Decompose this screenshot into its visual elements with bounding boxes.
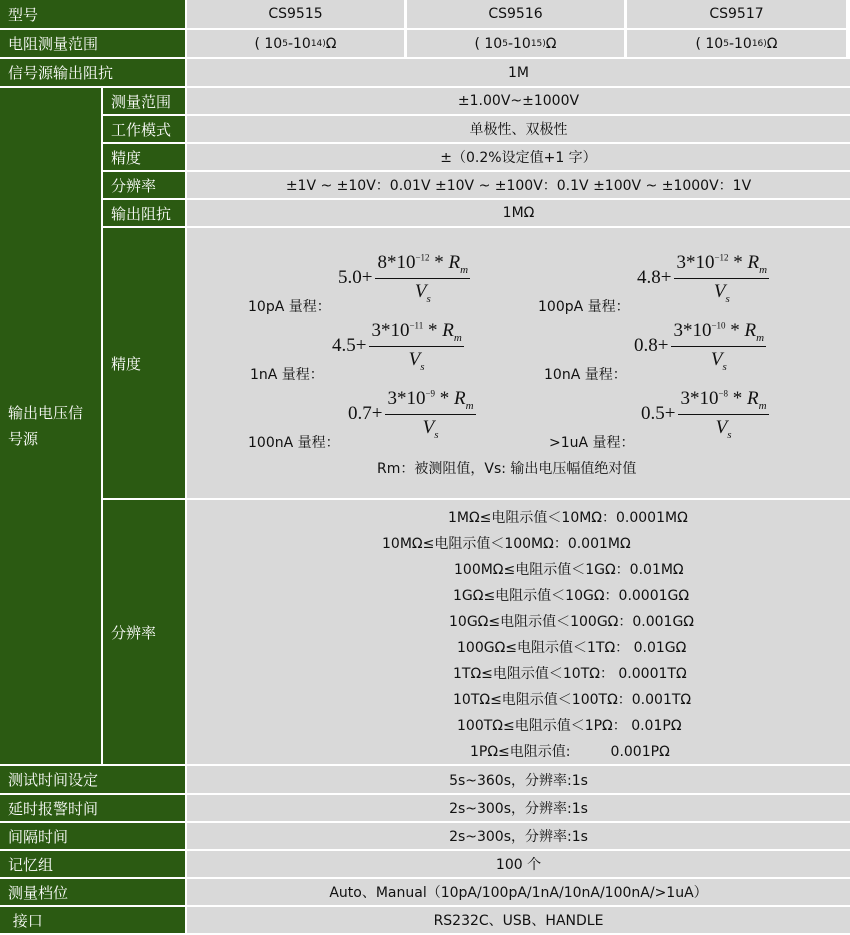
range-part: ( 10 xyxy=(254,35,283,52)
resolution-line: 10MΩ≤电阻示值＜100MΩ：0.001MΩ xyxy=(382,536,631,552)
bottom-row-value: Auto、Manual（10pA/100pA/1nA/10nA/100nA/>1uA） xyxy=(187,879,850,905)
vs-row-value: ±1V ~ ±10V：0.01V ±10V ~ ±100V：0.1V ±100V ~ ±1000V：1V xyxy=(187,172,850,198)
formula-exp: −8 xyxy=(718,388,729,399)
range-part: -10 xyxy=(287,35,311,52)
range-label: >1uA 量程： xyxy=(549,435,635,451)
vs-row-label: 工作模式 xyxy=(103,116,185,142)
formula-coef: 3 xyxy=(676,252,686,273)
model-label: 型号 xyxy=(0,0,185,28)
resolution-line: 100MΩ≤电阻示值＜1GΩ：0.01MΩ xyxy=(454,562,684,578)
range-part: Ω xyxy=(325,35,337,52)
range-part: 14) xyxy=(310,38,326,49)
formula-const: 0.7 xyxy=(348,403,372,425)
vs-row-value: ±（0.2%设定值+1 字） xyxy=(187,144,850,170)
model-0: CS9515 xyxy=(187,0,404,28)
bottom-row-label: 间隔时间 xyxy=(0,823,185,849)
resolution-line: 100TΩ≤电阻示值＜1PΩ： 0.01PΩ xyxy=(457,718,682,734)
resolution-line: 10GΩ≤电阻示值＜100GΩ：0.001GΩ xyxy=(449,614,694,630)
formula-exp: −11 xyxy=(409,320,424,331)
accuracy-formula: 4.5 + $\frac{3*10^{-11} * R_m}{V_s}$ xyxy=(332,320,462,373)
range-part: Ω xyxy=(766,35,778,52)
bottom-row-label: 测试时间设定 xyxy=(0,766,185,793)
formula-const: 0.8 xyxy=(634,335,658,357)
range-part: -10 xyxy=(507,35,531,52)
resistance-range-1 xyxy=(407,30,624,57)
bottom-row-value: RS232C、USB、HANDLE xyxy=(187,907,850,933)
formula-exp: −10 xyxy=(711,320,726,331)
range-label: 100pA 量程： xyxy=(538,299,630,315)
resolution-line: 100GΩ≤电阻示值＜1TΩ： 0.01GΩ xyxy=(457,640,687,656)
bottom-row-value: 5s~360s，分辨率:1s xyxy=(187,766,850,793)
vs-row-label: 测量范围 xyxy=(103,88,185,114)
resistance-range-0 xyxy=(187,30,404,57)
resolution-line: 1TΩ≤电阻示值＜10TΩ： 0.0001TΩ xyxy=(453,666,687,682)
range-part: 16) xyxy=(751,38,767,49)
accuracy-formula: 0.5 + $\frac{3*10^{-8} * R_m}{V_s}$ xyxy=(641,388,767,441)
source-impedance-value: 1M xyxy=(187,59,850,86)
accuracy-formula: 0.8 + $\frac{3*10^{-10} * R_m}{V_s}$ xyxy=(634,320,765,373)
formula-coef: 3 xyxy=(680,388,690,409)
range-part: 5 xyxy=(723,38,729,49)
source-impedance-label: 信号源输出阻抗 xyxy=(0,59,185,86)
model-1: CS9516 xyxy=(407,0,624,28)
bottom-row-label: 测量档位 xyxy=(0,879,185,905)
range-part: -10 xyxy=(728,35,752,52)
resolution-line: 1MΩ≤电阻示值＜10MΩ：0.0001MΩ xyxy=(448,510,688,526)
resistance-range-label: 电阻测量范围 xyxy=(0,30,185,57)
range-part: 5 xyxy=(282,38,288,49)
range-part: ( 10 xyxy=(695,35,724,52)
range-part: 15) xyxy=(530,38,546,49)
range-label: 1nA 量程： xyxy=(250,367,324,383)
bottom-row-label: 接口 xyxy=(0,907,185,933)
formula-coef: 3 xyxy=(673,320,683,341)
vs-row-value: ±1.00V~±1000V xyxy=(187,88,850,114)
formula-const: 0.5 xyxy=(641,403,665,425)
range-part: ( 10 xyxy=(474,35,503,52)
resolution-line: 1GΩ≤电阻示值＜10GΩ：0.0001GΩ xyxy=(453,588,690,604)
resolution-line: 1PΩ≤电阻示值: 0.001PΩ xyxy=(470,744,670,760)
formula-coef: 3 xyxy=(387,388,397,409)
vs-row-value: 单极性、双极性 xyxy=(187,116,850,142)
accuracy-formula: 0.7 + $\frac{3*10^{-9} * R_m}{V_s}$ xyxy=(348,388,474,441)
accuracy-formula: 4.8 + $\frac{3*10^{-12} * R_m}{V_s}$ xyxy=(637,252,768,305)
bottom-row-label: 记忆组 xyxy=(0,851,185,877)
formula-const: 4.5 xyxy=(332,335,356,357)
bottom-row-value: 100 个 xyxy=(187,851,850,877)
formula-exp: −12 xyxy=(415,252,430,263)
accuracy-formula: 5.0 + $\frac{8*10^{-12} * R_m}{V_s}$ xyxy=(338,252,469,305)
vs-row-label: 输出阻抗 xyxy=(103,200,185,226)
range-part: 5 xyxy=(502,38,508,49)
range-label: 100nA 量程： xyxy=(248,435,340,451)
vs-row-value: 1MΩ xyxy=(187,200,850,226)
voltage-source-label: 输出电压信号源 xyxy=(0,88,101,764)
range-label: 10pA 量程： xyxy=(248,299,331,315)
formula-const: 5.0 xyxy=(338,267,362,289)
accuracy-note: Rm：被测阻值，Vs: 输出电压幅值绝对值 xyxy=(377,461,637,477)
formula-coef: 3 xyxy=(371,320,381,341)
formula-exp: −9 xyxy=(425,388,436,399)
model-2: CS9517 xyxy=(627,0,846,28)
resistance-range-2 xyxy=(627,30,846,57)
bottom-row-value: 2s~300s，分辨率:1s xyxy=(187,795,850,821)
range-part: Ω xyxy=(545,35,557,52)
vs-row-label: 分辨率 xyxy=(103,172,185,198)
resolution-label: 分辨率 xyxy=(103,500,185,764)
bottom-row-value: 2s~300s，分辨率:1s xyxy=(187,823,850,849)
bottom-row-label: 延时报警时间 xyxy=(0,795,185,821)
formula-exp: −12 xyxy=(714,252,729,263)
formula-const: 4.8 xyxy=(637,267,661,289)
resolution-line: 10TΩ≤电阻示值＜100TΩ：0.001TΩ xyxy=(453,692,692,708)
range-label: 10nA 量程： xyxy=(544,367,627,383)
accuracy-label: 精度 xyxy=(103,228,185,498)
vs-row-label: 精度 xyxy=(103,144,185,170)
formula-coef: 8 xyxy=(377,252,387,273)
